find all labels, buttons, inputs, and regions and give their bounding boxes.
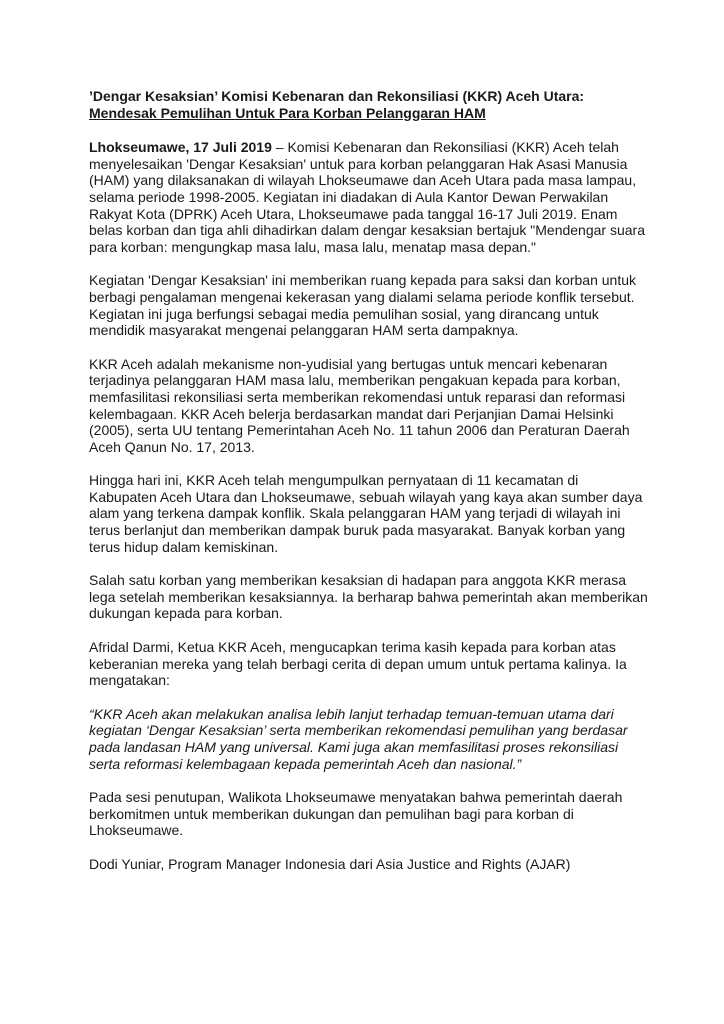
quote-paragraph: “KKR Aceh akan melakukan analisa lebih lanjut terhadap temuan-temuan utama dari kegiatan ‘Dengar Kesaksian’ serta memberikan rekomendasi pemulihan yang berdasar pada landasan HAM yang universal. Kami juga akan memfasilitasi proses rekonsiliasi serta reformasi kelembagaan kepada pemerintah Aceh dan nasional.” — [89, 705, 628, 772]
paragraph-4: Hingga hari ini, KKR Aceh telah mengumpulkan pernyataan di 11 kecamatan di Kabupaten Aceh Utara dan Lhokseumawe, sebuah wilayah yang kaya akan sumber daya alam yang terkena dampak konflik. Skala pelanggaran HAM yang terjadi di wilayah ini terus berlanjut dan memberikan dampak buruk pada masyarakat. Banyak korban yang terus hidup dalam kemiskinan. — [89, 472, 643, 555]
paragraph-3: KKR Aceh adalah mekanisme non-yudisial yang bertugas untuk mencari kebenaran terjadinya pelanggaran HAM masa lalu, memberikan pengakuan kepada para korban, memfasilitasi rekonsiliasi serta memberikan rekomendasi untuk reparasi dan reformasi kelembagaan. KKR Aceh belerja berdasarkan mandat dari Perjanjian Damai Helsinki (2005), serta UU tentang Pemerintahan Aceh No. 11 tahun 2006 dan Peraturan Daerah Aceh Qanun No. 17, 2013. — [89, 355, 630, 455]
paragraph-6: Afridal Darmi, Ketua KKR Aceh, mengucapkan terima kasih kepada para korban atas keberanian mereka yang telah berbagi cerita di depan umum untuk pertama kalinya. Ia mengatakan: — [89, 639, 627, 689]
title-line-2: Mendesak Pemulihan Untuk Para Korban Pelanggaran HAM — [89, 104, 486, 121]
paragraph-intro — [89, 139, 649, 255]
document-title — [89, 88, 649, 121]
paragraph-7: Pada sesi penutupan, Walikota Lhokseumawe menyatakan bahwa pemerintah daerah berkomitmen untuk memberikan dukungan dan pemulihan bagi para korban di Lhokseumawe. — [89, 789, 623, 839]
document-body — [89, 88, 649, 890]
signature: Dodi Yuniar, Program Manager Indonesia dari Asia Justice and Rights (AJAR) — [89, 855, 571, 872]
paragraph-2: Kegiatan 'Dengar Kesaksian' ini memberikan ruang kepada para saksi dan korban untuk berbagi pengalaman mengenai kekerasan yang dialami selama periode konflik tersebut. Kegiatan ini juga berfungsi sebagai media pemulihan sosial, yang dirancang untuk mendidik masyarakat mengenai pelanggaran HAM serta dampaknya. — [89, 272, 637, 339]
title-line-1: ’Dengar Kesaksian’ Komisi Kebenaran dan Rekonsiliasi (KKR) Aceh Utara: — [89, 88, 585, 104]
dateline: Lhokseumawe, 17 Juli 2019 — [89, 139, 272, 156]
paragraph-intro-text: – Komisi Kebenaran dan Rekonsiliasi (KKR) Aceh telah menyelesaikan 'Dengar Kesaksian' untuk para korban pelanggaran Hak Asasi Manusia (HAM) yang dilaksanakan di wilayah Lhokseumawe dan Aceh Utara pada masa lampau, selama periode 1998-2005. Kegiatan ini diadakan di Aula Kantor Dewan Perwakilan Rakyat Kota (DPRK) Aceh Utara, Lhokseumawe pada tanggal 16-17 Juli 2019. Enam belas korban dan tiga ahli dihadirkan dalam dengar kesaksian bertajuk "Mendengar suara para korban: mengungkap masa lalu, masa lalu, menatap masa depan." — [89, 139, 645, 255]
paragraph-5: Salah satu korban yang memberikan kesaksian di hadapan para anggota KKR merasa lega setelah memberikan kesaksiannya. Ia berharap bahwa pemerintah akan memberikan dukungan kepada para korban. — [89, 572, 648, 622]
